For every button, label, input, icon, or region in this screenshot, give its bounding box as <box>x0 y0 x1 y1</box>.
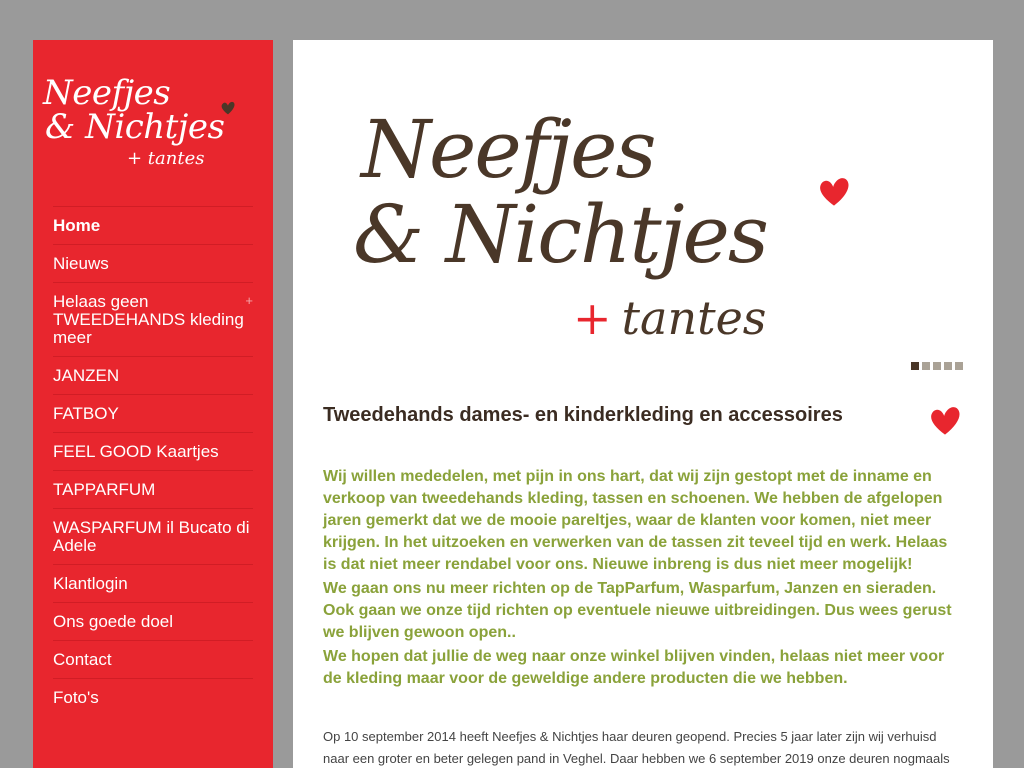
sidebar-item[interactable] <box>53 282 253 356</box>
body-text: Op 10 september 2014 heeft Neefjes & Nichtjes haar deuren geopend. Precies 5 jaar later zijn wij verhuisd naar een groter en beter gelegen pand in Veghel. Daar hebben we 6 september 2019 onze deuren nogmaals <box>323 729 950 766</box>
slider-dot[interactable] <box>911 362 919 370</box>
banner-logo-tantes: tantes <box>621 291 767 345</box>
sidebar-item-label[interactable]: Klantlogin <box>53 574 128 593</box>
sidebar-item[interactable] <box>53 470 253 508</box>
sidebar-item-label[interactable]: Helaas geen TWEEDEHANDS kleding meer <box>53 292 244 347</box>
sidebar-logo[interactable] <box>43 70 263 210</box>
sidebar-item-label[interactable]: JANZEN <box>53 366 120 385</box>
sidebar-item-label[interactable]: Foto's <box>53 688 99 707</box>
sidebar-item-label[interactable]: WASPARFUM il Bucato di Adele <box>53 518 250 555</box>
slider-dot[interactable] <box>922 362 930 370</box>
sidebar-item[interactable] <box>53 356 253 394</box>
banner-logo-line1: Neefjes <box>361 103 655 196</box>
expand-icon[interactable]: + <box>245 293 253 308</box>
main-navigation <box>53 206 253 716</box>
sidebar-item[interactable] <box>53 508 253 564</box>
announcement-paragraph: We hopen dat jullie de weg naar onze winkel blijven vinden, helaas niet meer voor de kleding maar voor de geweldige andere producten die we hebben. <box>323 648 945 687</box>
banner-logo-line2: & Nichtjes <box>353 188 767 281</box>
sidebar-item[interactable] <box>53 640 253 678</box>
sidebar-item[interactable] <box>53 678 253 716</box>
announcement-paragraph: Wij willen mededelen, met pijn in ons hart, dat wij zijn gestopt met de inname en verkoop van tweedehands kleding, tassen en schoenen. We hebben de afgelopen jaren gemerkt dat we de mooie pareltjes, waar de klanten voor komen, niet meer krijgen. In het uitzoeken en verwerken van de tassen zit teveel tijd en werk. Helaas is dat niet meer rendabel voor ons. Nieuwe inbreng is dus niet meer mogelijk! <box>323 468 948 573</box>
sidebar-item[interactable] <box>53 564 253 602</box>
sidebar-item[interactable] <box>53 432 253 470</box>
sidebar-item-label[interactable]: Ons goede doel <box>53 612 174 631</box>
heart-icon <box>928 404 962 438</box>
page-heading: Tweedehands dames- en kinderkleding en accessoires <box>323 404 843 426</box>
banner-logo <box>353 100 953 360</box>
slider-dot[interactable] <box>944 362 952 370</box>
slider-dot[interactable] <box>933 362 941 370</box>
heart-icon <box>816 175 852 209</box>
slider-pagination <box>911 362 963 370</box>
slider-dot[interactable] <box>955 362 963 370</box>
sidebar-logo-line2: & Nichtjes <box>45 107 225 147</box>
sidebar-logo-line1: Neefjes <box>43 73 171 113</box>
main-content <box>293 40 993 768</box>
sidebar-item-label[interactable]: Contact <box>53 650 112 669</box>
announcement-paragraph: We gaan ons nu meer richten op de TapParfum, Wasparfum, Janzen en sieraden. Ook gaan we onze tijd richten op eventuele nieuwe uitbreidingen. Dus wees gerust we blijven gewoon open.. <box>323 580 952 641</box>
banner-logo-plus: + <box>573 291 612 345</box>
announcement <box>323 466 963 692</box>
sidebar-item[interactable] <box>53 244 253 282</box>
sidebar-item-label[interactable]: TAPPARFUM <box>53 480 156 499</box>
sidebar-item[interactable] <box>53 394 253 432</box>
sidebar-item-label[interactable]: FATBOY <box>53 404 119 423</box>
sidebar-item[interactable] <box>53 602 253 640</box>
sidebar-item-label[interactable]: Nieuws <box>53 254 109 273</box>
sidebar-item-label[interactable]: FEEL GOOD Kaartjes <box>53 442 219 461</box>
banner-logo-line3 <box>573 291 767 345</box>
sidebar-item-label[interactable]: Home <box>53 216 101 235</box>
sidebar-item[interactable] <box>53 206 253 244</box>
sidebar <box>33 40 273 768</box>
sidebar-logo-line3: + tantes <box>127 148 205 169</box>
